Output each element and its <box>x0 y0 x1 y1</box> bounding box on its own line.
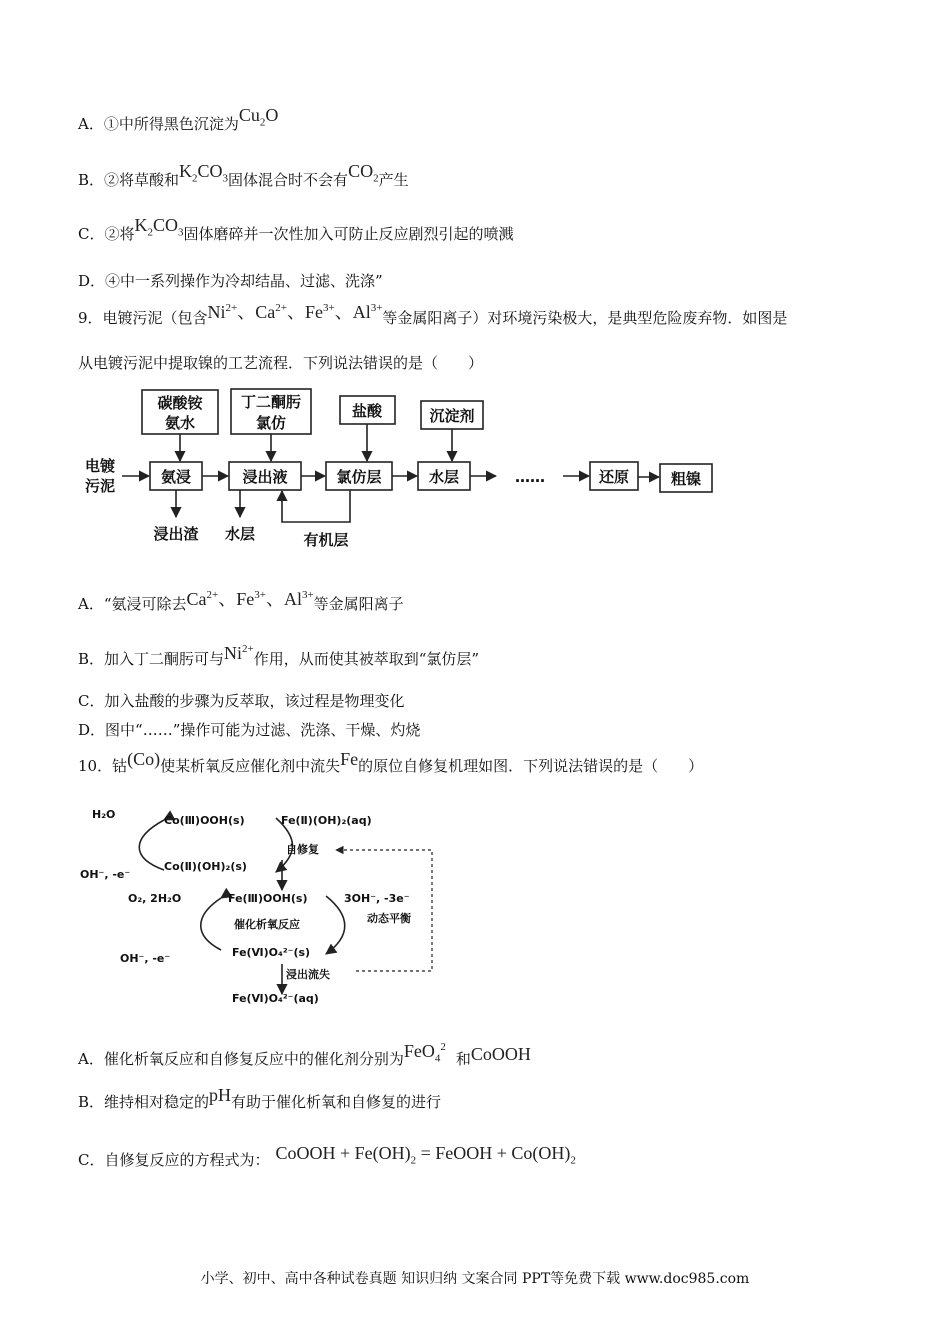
formula-ph: pH <box>209 1085 232 1105</box>
formula-feo4: FeO$_4^2$ <box>403 1041 446 1065</box>
flow-residue: 浸出渣 <box>153 525 199 543</box>
mech-fe6-s: Fe(Ⅵ)O₄²⁻(s) <box>232 946 311 959</box>
mech-oh-1: OH⁻, -e⁻ <box>80 868 131 881</box>
flow-step-chloroform-layer: 氯仿层 <box>336 468 382 486</box>
formula-coooh: CoOOH <box>470 1044 531 1064</box>
formula-co: (Co) <box>127 749 161 769</box>
q8-option-c: C．②将$K_2CO_3$固体磨碎并一次性加入可防止反应剧烈引起的喷溅 <box>78 215 514 243</box>
q9-stem-line2: 从电镀污泥中提取镍的工艺流程．下列说法错误的是（ ） <box>78 354 484 372</box>
q9-stem: 9．电镀污泥（包含$Ni^{2+}$、$Ca^{2+}$、$Fe^{3+}$、$Al^{3+}$等金属阳离子）对环境污染极大，是典型危险废弃物．如图是 <box>78 302 788 327</box>
mech-dynamic-balance: 动态平衡 <box>367 912 411 925</box>
flow-ellipsis: …… <box>515 468 545 486</box>
flow-source-a: 电镀 <box>84 457 116 475</box>
flow-organic-layer: 有机层 <box>303 531 349 549</box>
flow-reagent-2b: 氯仿 <box>255 414 287 432</box>
q10-option-a: A．催化析氧反应和自修复反应中的催化剂分别为FeO$_4^2$和CoOOH <box>78 1041 531 1068</box>
q8-option-a: A．①中所得黑色沉淀为$Cu_2O$ <box>78 105 279 133</box>
mech-fe6-aq: Fe(Ⅵ)O₄²⁻(aq) <box>232 992 319 1005</box>
q8-option-d: D．④中一系列操作为冷却结晶、过滤、洗涤” <box>78 272 383 290</box>
q10-stem: 10．钴(Co)使某析氧反应催化剂中流失Fe的原位自修复机理如图．下列说法错误的是（ ） <box>78 749 704 775</box>
mech-fe-oh2-aq: Fe(Ⅱ)(OH)₂(aq) <box>281 814 372 827</box>
formula-cu2o: $Cu_2O$ <box>238 105 279 129</box>
flow-reagent-2a: 丁二酮肟 <box>240 393 302 411</box>
flow-step-ammonia-leach: 氨浸 <box>160 468 192 486</box>
flow-aqueous-out: 水层 <box>224 525 256 543</box>
q10-option-c: C．自修复反应的方程式为： CoOOH + $Fe(OH)_2$ = FeOOH + $Co(OH)_2$ <box>78 1143 576 1169</box>
mech-3oh: 3OH⁻, -3e⁻ <box>344 892 410 905</box>
self-repair-equation: CoOOH + $Fe(OH)_2$ = FeOOH + $Co(OH)_2$ <box>275 1143 576 1167</box>
flow-step-crude-nickel: 粗镍 <box>670 470 702 488</box>
q9-option-a: A．“氨浸可除去$Ca^{2+}$、$Fe^{3+}$、$Al^{3+}$等金属阳离子 <box>78 589 404 613</box>
q9-option-c: C．加入盐酸的步骤为反萃取，该过程是物理变化 <box>78 692 405 710</box>
ion-ni: $Ni^{2+}$ <box>224 643 254 663</box>
page-footer: 小学、初中、高中各种试卷真题 知识归纳 文案合同 PPT等免费下载 www.doc985.com <box>200 1271 750 1287</box>
q9-option-b: B．加入丁二酮肟可与$Ni^{2+}$作用，从而使其被萃取到“氯仿层” <box>78 643 480 668</box>
formula-fe: Fe <box>340 749 359 769</box>
mech-fe-ooh: Fe(Ⅲ)OOH(s) <box>228 892 308 905</box>
q9-option-d: D．图中“……”操作可能为过滤、洗涤、干燥、灼烧 <box>78 721 421 739</box>
formula-co2: $CO_2$ <box>348 161 379 185</box>
formula-k2co3: $K_2CO_3$ <box>134 215 184 239</box>
ions-ca-fe-al: $Ca^{2+}$、$Fe^{3+}$、$Al^{3+}$ <box>186 589 314 609</box>
flow-step-aqueous-layer: 水层 <box>428 468 460 486</box>
q8-option-b: B．②将草酸和$K_2CO_3$固体混合时不会有$CO_2$产生 <box>78 161 409 189</box>
formula-k2co3: $K_2CO_3$ <box>179 161 229 185</box>
ions-list: $Ni^{2+}$、$Ca^{2+}$、$Fe^{3+}$、$Al^{3+}$ <box>207 302 383 322</box>
mech-o2-h2o: O₂, 2H₂O <box>128 892 182 905</box>
mech-co-oh2: Co(Ⅱ)(OH)₂(s) <box>164 860 247 873</box>
q10-option-b: B．维持相对稳定的pH有助于催化析氧和自修复的进行 <box>78 1085 442 1111</box>
mech-oh-2: OH⁻, -e⁻ <box>120 952 171 965</box>
flow-reagent-1a: 碳酸铵 <box>157 394 203 412</box>
flow-source-b: 污泥 <box>84 477 116 495</box>
nickel-process-flow-diagram <box>80 385 730 555</box>
mech-co-ooh: Co(Ⅲ)OOH(s) <box>164 814 245 827</box>
flow-reagent-1b: 氨水 <box>164 414 196 432</box>
mech-h2o: H₂O <box>92 808 116 821</box>
flow-step-reduce: 还原 <box>598 468 630 486</box>
flow-reagent-3: 盐酸 <box>351 402 383 420</box>
mech-self-repair: 自修复 <box>286 843 319 856</box>
flow-step-leachate: 浸出液 <box>242 468 288 486</box>
mech-oer: 催化析氧反应 <box>234 918 300 931</box>
self-repair-mechanism-diagram <box>76 798 476 1013</box>
mech-leach-loss: 浸出流失 <box>286 968 330 981</box>
flow-reagent-4: 沉淀剂 <box>429 407 475 425</box>
